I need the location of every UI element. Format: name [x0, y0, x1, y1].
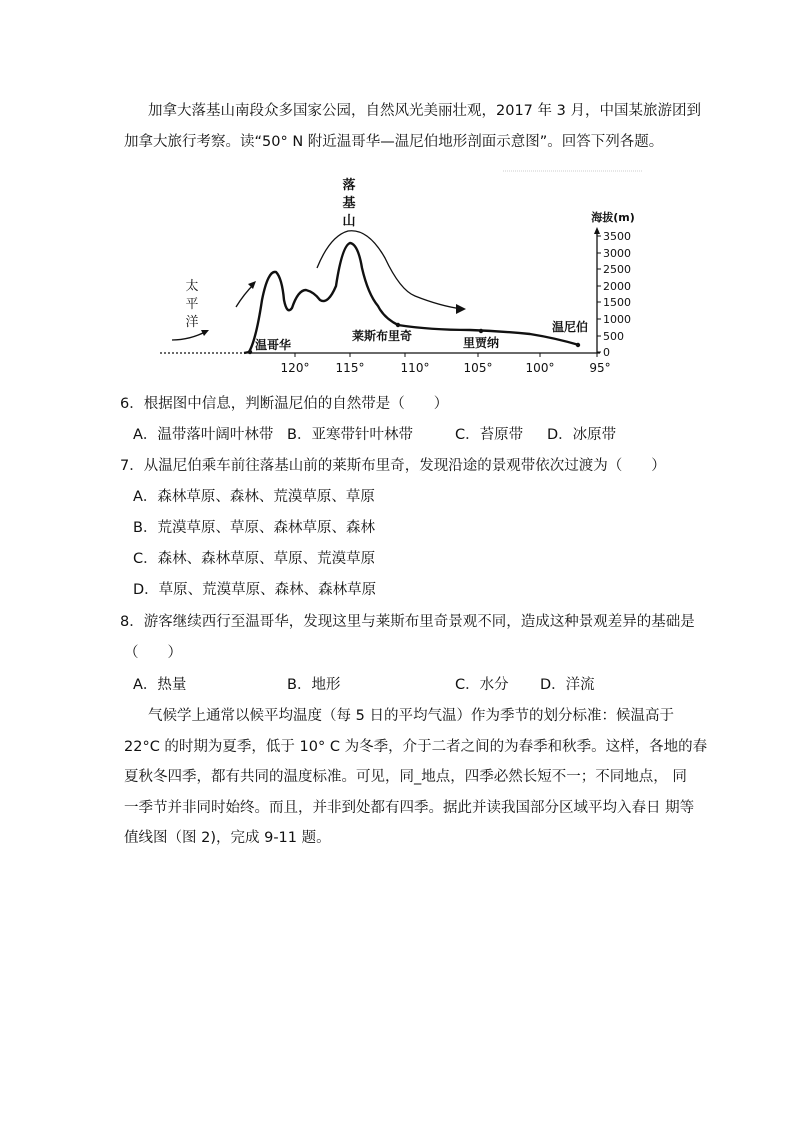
passage-2: [124, 701, 708, 854]
elevation-axis-title: 海拔(m): [591, 211, 635, 224]
longitude-tick-115: 115°: [335, 361, 365, 375]
airflow-arrowhead: [456, 304, 466, 314]
q7-option-d: D．草原、荒漠草原、森林、森林草原: [133, 582, 377, 598]
place-label-vancouver: 温哥华: [255, 338, 292, 352]
intro-line-1: 加拿大落基山南段众多国家公园，自然风光美丽壮观，2017 年 3 月，中国某旅游团到: [148, 103, 701, 119]
place-label-winnipeg: 温尼伯: [552, 320, 589, 334]
q6-option-d: D．冰原带: [547, 427, 617, 443]
elevation-axis-arrowhead: [594, 227, 600, 234]
elevation-tick-2000: 2000: [603, 280, 631, 293]
longitude-tick-100: 100°: [525, 361, 555, 375]
q8-option-c: C．水分: [455, 677, 509, 693]
longitude-tick-105: 105°: [463, 361, 493, 375]
question-8-stem-line-2: （ ）: [124, 645, 182, 661]
elevation-tick-3500: 3500: [603, 230, 631, 243]
q6-option-c: C．苔原带: [455, 427, 524, 443]
q7-option-a: A．森林草原、森林、荒漠草原、草原: [133, 489, 375, 505]
longitude-tick-110: 110°: [400, 361, 430, 375]
q8-option-b: B．地形: [287, 677, 341, 693]
mountain-label-2: 基: [342, 196, 356, 211]
ocean-label-3: 洋: [185, 315, 199, 330]
mountain-label-3: 山: [342, 214, 356, 229]
mountain-label-1: 落: [342, 178, 356, 193]
q8-option-d: D．洋流: [540, 677, 595, 693]
passage-2-line-1: 气候学上通常以候平均温度（每 5 日的平均气温）作为季节的划分标准：候温高于: [148, 708, 674, 724]
elevation-tick-500: 500: [603, 330, 624, 343]
ocean-label-1: 太: [185, 279, 199, 294]
elevation-tick-2500: 2500: [603, 263, 631, 276]
q7-option-c: C．森林、森林草原、草原、荒漠草原: [133, 551, 376, 567]
windward-arrowhead: [248, 281, 256, 289]
regina-dot: [479, 329, 483, 333]
q6-option-b: B．亚寒带针叶林带: [287, 427, 413, 443]
passage-2-line-3: 夏秋冬四季，都有共同的温度标准。可见，同_地点，四季必然长短不一；不同地点， 同: [124, 769, 687, 785]
longitude-tick-120: 120°: [280, 361, 310, 375]
question-7-stem: 7．从温尼伯乘车前往落基山前的莱斯布里奇，发现沿途的景观带依次过渡为（ ）: [120, 458, 666, 474]
passage-2-line-4: 一季节并非同时始终。而且，并非到处都有四季。据此并读我国部分区域平均入春日 期等: [124, 799, 695, 816]
q6-option-a: A．温带落叶阔叶林带: [133, 427, 274, 443]
longitude-tick-95: 95°: [589, 361, 611, 375]
passage-2-line-5: 值线图（图 2)，完成 9-11 题。: [124, 830, 331, 846]
place-label-lethbridge: 莱斯布里奇: [352, 329, 413, 343]
ocean-label-2: 平: [185, 297, 199, 312]
winnipeg-dot: [576, 343, 580, 347]
elevation-tick-1500: 1500: [603, 296, 631, 309]
question-8-stem-line-1: 8．游客继续西行至温哥华，发现这里与莱斯布里奇景观不同，造成这种景观差异的基础是: [120, 614, 695, 630]
terrain-profile-figure: [155, 168, 635, 383]
elevation-tick-1000: 1000: [603, 313, 631, 326]
windward-arrow: [236, 284, 254, 307]
elevation-tick-0: 0: [603, 346, 610, 359]
question-6-stem: 6．根据图中信息，判断温尼伯的自然带是（ ）: [120, 396, 449, 412]
elevation-tick-3000: 3000: [603, 247, 631, 260]
q8-option-a: A．热量: [133, 677, 187, 693]
q7-option-b: B．荒漠草原、草原、森林草原、森林: [133, 520, 375, 536]
lethbridge-dot: [396, 323, 400, 327]
passage-2-line-2: 22°C 的时期为夏季，低于 10° C 为冬季，介于二者之间的为春季和秋季。这样，各地的春: [124, 738, 708, 755]
ocean-wind-arrow: [172, 331, 207, 340]
intro-line-2: 加拿大旅行考察。读“50° N 附近温哥华—温尼伯地形剖面示意图”。回答下列各题。: [124, 134, 664, 150]
place-label-regina: 里贾纳: [463, 336, 500, 350]
